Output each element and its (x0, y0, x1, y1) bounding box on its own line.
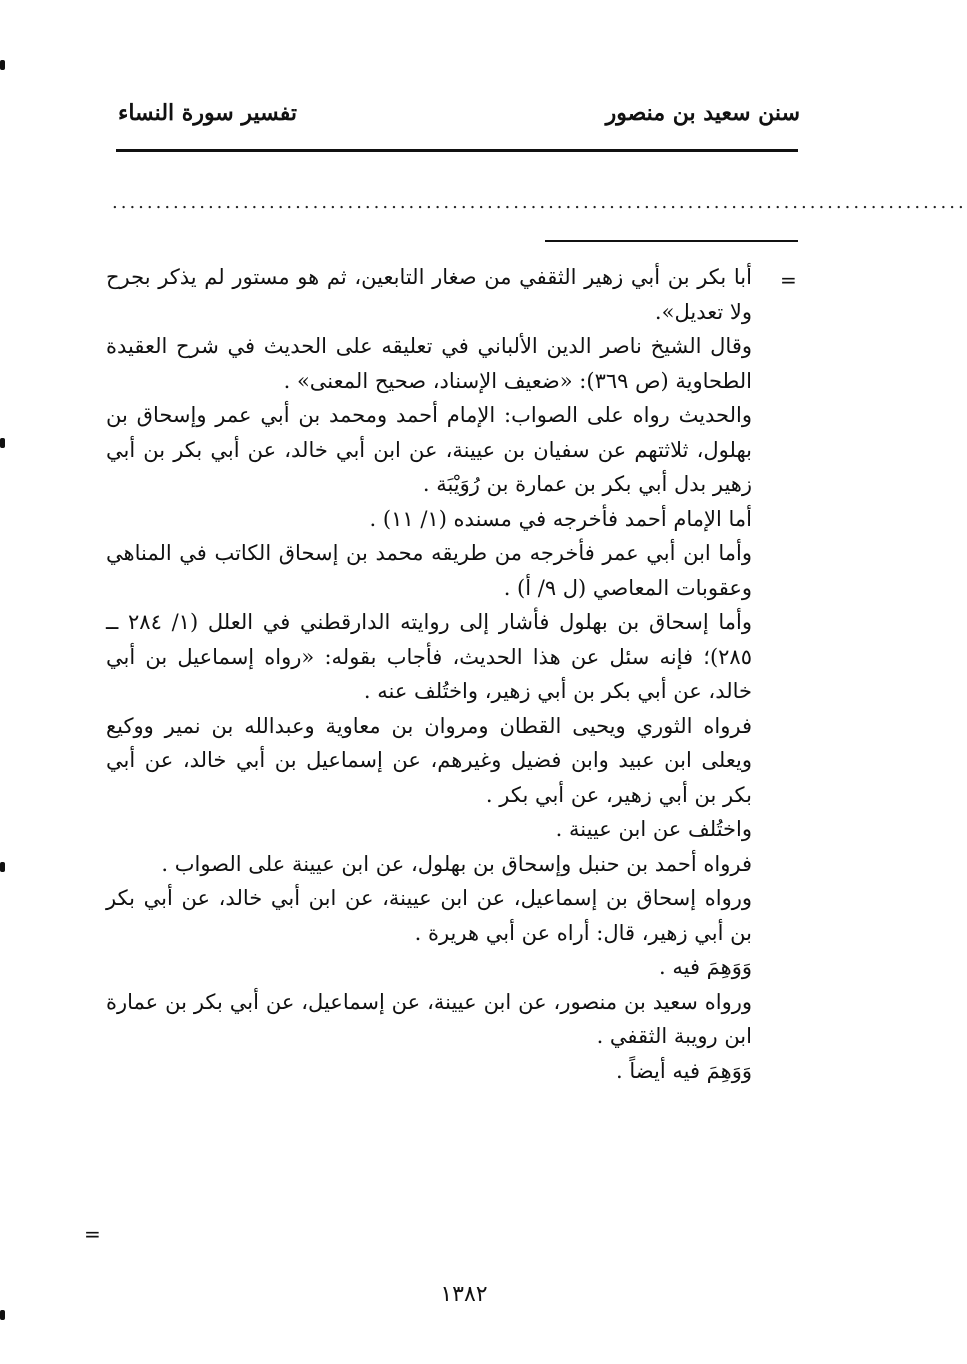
footnote-text (106, 260, 752, 1088)
paragraph: فرواه الثوري ويحيى القطان ومروان بن معاوية وعبدالله بن نمير ووكيع ويعلى ابن عبيد وابن فضيل وغيرهم، عن إسماعيل بن أبي خالد، عن أبي بكر بن أبي زهير، عن أبي بكر . (106, 713, 752, 807)
scan-edge-mark (0, 862, 5, 872)
continuation-mark-bottom: = (84, 1222, 101, 1246)
paragraph: وأما ابن أبي عمر فأخرجه من طريقه محمد بن إسحاق الكاتب في المناهي وعقوبات المعاصي (ل ٩/ أ) . (106, 541, 752, 600)
elision-dots: .................................................................................................. (112, 192, 967, 213)
paragraph: فرواه أحمد بن حنبل وإسحاق بن بهلول، عن ابن عيينة على الصواب . (161, 851, 752, 876)
paragraph: وَوَهِمَ فيه أيضاً . (616, 1058, 752, 1083)
paragraph: ورواه إسحاق بن إسماعيل، عن ابن عيينة، عن ابن أبي خالد، عن أبي بكر بن أبي زهير، قال: أراه عن أبي هريرة . (106, 886, 752, 945)
page-number: ١٣٨٢ (440, 1282, 488, 1307)
paragraph: واختُلف عن ابن عيينة . (555, 817, 752, 841)
scan-edge-mark (0, 438, 5, 448)
page-header (110, 100, 800, 140)
footnote-rule (545, 240, 798, 242)
section-title: تفسير سورة النساء (118, 100, 298, 126)
book-title: سنن سعيد بن منصور (605, 100, 800, 126)
continuation-mark-top: = (780, 268, 797, 292)
header-rule (116, 149, 798, 152)
scan-edge-mark (0, 60, 5, 70)
paragraph: وقال الشيخ ناصر الدين الألباني في تعليقه على الحديث في شرح العقيدة الطحاوية (ص ٣٦٩): «ضعيف الإسناد، صحيح المعنى» . (106, 334, 752, 393)
scan-edge-mark (0, 1310, 5, 1320)
paragraph: والحديث رواه على الصواب: الإمام أحمد ومحمد بن أبي عمر وإسحاق بن بهلول، ثلاثتهم عن سفيان بن عيينة، عن ابن أبي خالد، عن أبي بكر بن أبي زهير بدل أبي بكر بن عمارة بن رُوَيْبَة . (106, 403, 752, 496)
paragraph: أما الإمام أحمد فأخرجه في مسنده (١/ ١١) . (369, 506, 752, 531)
paragraph: وأما إسحاق بن بهلول فأشار إلى روايته الدارقطني في العلل (١/ ٢٨٤ ــ ٢٨٥)؛ فإنه سئل عن هذا الحديث، فأجاب بقوله: «رواه إسماعيل بن أبي خالد، عن أبي بكر بن أبي زهير، واختُلف عنه . (106, 610, 752, 703)
paragraph: أبا بكر بن أبي زهير الثقفي من صغار التابعين، ثم هو مستور لم يذكر بجرح ولا تعديل». (106, 265, 752, 324)
paragraph: وَوَهِمَ فيه . (659, 955, 752, 979)
paragraph: ورواه سعيد بن منصور، عن ابن عيينة، عن إسماعيل، عن أبي بكر بن عمارة ابن رويبة الثقفي . (106, 989, 752, 1048)
